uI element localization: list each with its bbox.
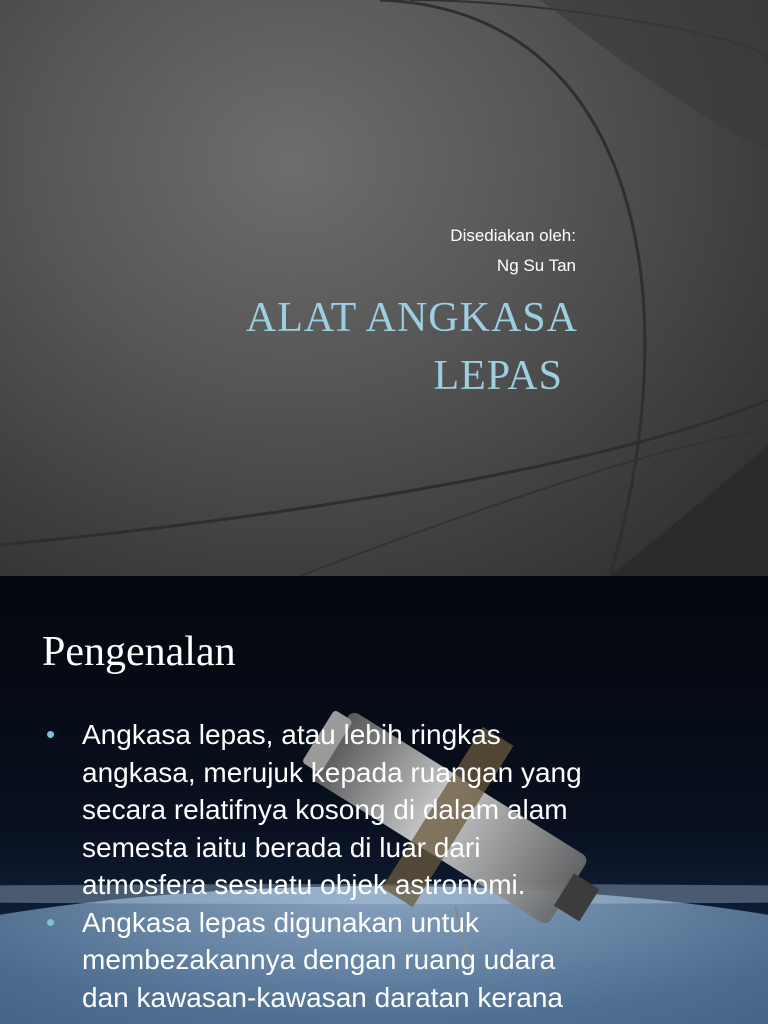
slide-title: Pengenalan: [42, 629, 236, 675]
bullet-text-line: semesta iaitu berada di luar dari: [82, 831, 481, 863]
prepared-by-label: Disediakan oleh:: [450, 226, 576, 245]
bullet-text-line: dan kawasan-kawasan daratan kerana: [82, 981, 563, 1013]
presenter-name: Ng Su Tan: [496, 256, 576, 275]
bullet-text-line: Angkasa lepas, atau lebih ringkas: [82, 719, 501, 750]
bullet-text-line: angkasa, merujuk kepada ruangan yang: [82, 756, 582, 788]
bullet-item: [42, 904, 742, 1017]
bullet-icon: •: [46, 719, 56, 749]
bullet-text-line: atmosfera sesuatu objek astronomi.: [82, 869, 526, 900]
intro-slide: [0, 576, 768, 1024]
bullet-item: [42, 716, 742, 904]
slide-title-line-1: ALAT ANGKASA: [245, 295, 578, 341]
bullet-text-line: secara relatifnya kosong di dalam alam: [82, 794, 568, 825]
bullet-list: [42, 716, 742, 1016]
bullet-text-line: Angkasa lepas digunakan untuk: [82, 906, 479, 938]
slide-title-line-2: LEPAS: [433, 353, 563, 399]
bullet-icon: •: [46, 906, 56, 937]
bullet-text-line: membezakannya dengan ruang udara: [82, 944, 556, 975]
